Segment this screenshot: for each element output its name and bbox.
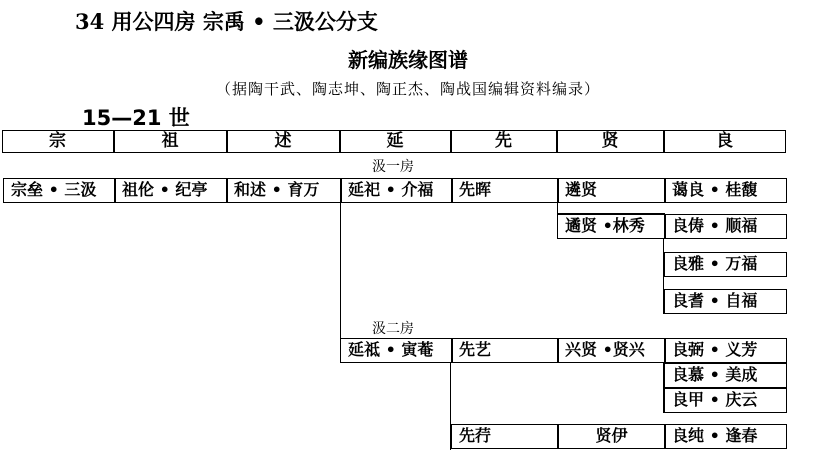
person-liang-2: 良俦 • 顺福: [664, 214, 787, 239]
person-xian-2: 先艺: [451, 338, 559, 363]
person-xian-xian-3: 兴贤 •贤兴: [557, 338, 666, 363]
person-yan-2: 延祗 • 寅菴: [340, 338, 453, 363]
person-liang-7: 良甲 • 庆云: [664, 388, 787, 413]
column-header-zong: 宗: [2, 130, 114, 153]
chart-title: 新编族缘图谱: [348, 48, 468, 72]
person-liang-6: 良慕 • 美成: [664, 363, 787, 388]
column-header-xian: 先: [451, 130, 557, 153]
branch-label-second: 汲二房: [372, 321, 414, 337]
column-header-zu: 祖: [114, 130, 227, 153]
person-liang-4: 良耆 • 自福: [664, 289, 787, 314]
person-zong: 宗垒 • 三汲: [3, 178, 116, 203]
person-xian-3: 先荇: [451, 424, 559, 449]
generation-range: 15—21 世: [82, 106, 190, 130]
person-shu: 和述 • 育万: [226, 178, 342, 203]
person-liang-5: 良弼 • 义芳: [664, 338, 787, 363]
branch-label-first: 汲一房: [372, 159, 414, 175]
person-liang-3: 良雅 • 万福: [664, 252, 787, 277]
person-xian-xian-4: 贤伊: [557, 424, 666, 449]
person-liang-8: 良纯 • 逢春: [664, 424, 787, 449]
column-header-xian2: 贤: [557, 130, 664, 153]
person-xian-1: 先晖: [451, 178, 559, 203]
column-header-liang: 良: [664, 130, 786, 153]
source-note: （据陶干武、陶志坤、陶正杰、陶战国编辑资料编录）: [215, 80, 600, 98]
person-yan-1: 延祀 • 介福: [340, 178, 453, 203]
column-header-yan: 延: [340, 130, 451, 153]
page-title: 34 用公四房 宗禹 • 三汲公分支: [75, 9, 378, 34]
column-header-shu: 述: [227, 130, 340, 153]
person-zu: 祖伦 • 纪亭: [114, 178, 228, 203]
person-xian-xian-1: 遴贤: [557, 178, 666, 203]
person-xian-xian-2: 遹贤 •林秀: [557, 214, 666, 239]
person-liang-1: 蔼良 • 桂馥: [664, 178, 787, 203]
